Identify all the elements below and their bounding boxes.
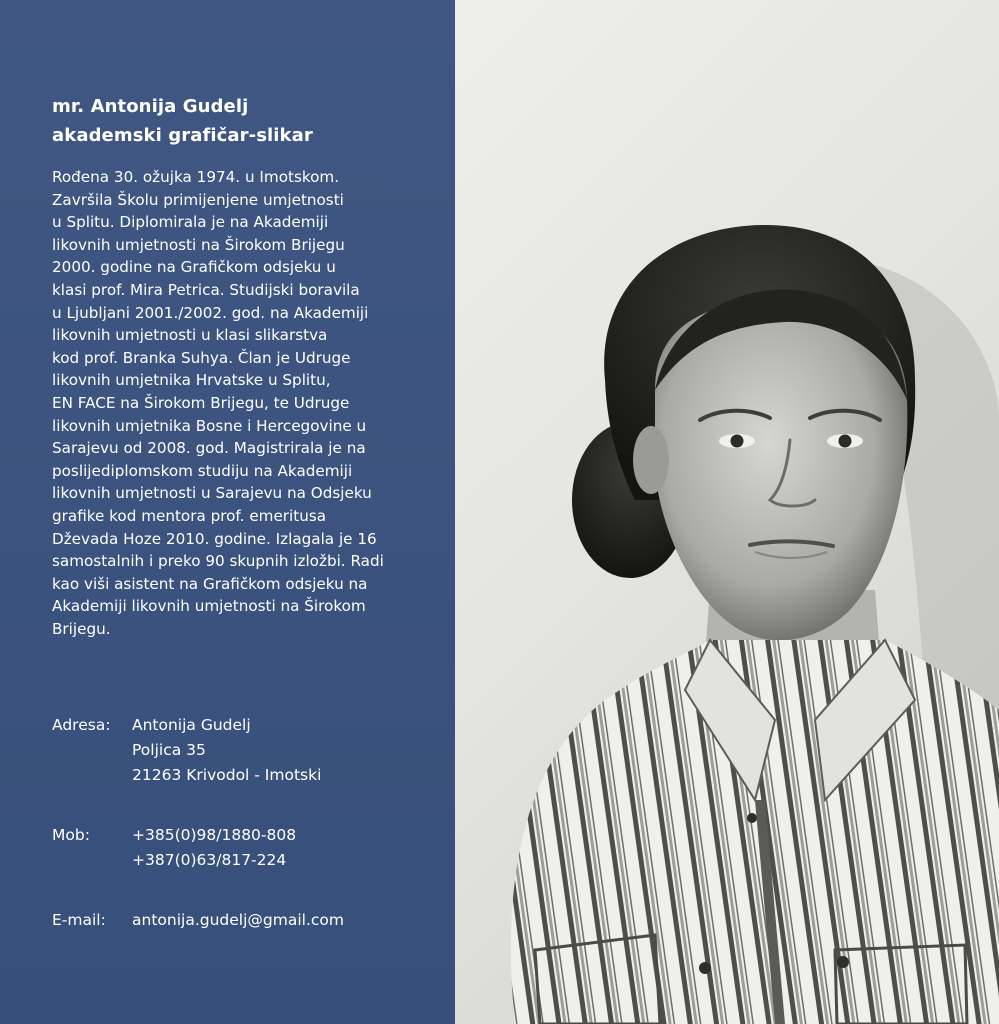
bio-line: likovnih umjetnosti na Širokom Brijegu xyxy=(52,235,345,254)
bio-panel xyxy=(0,0,455,1024)
email-values xyxy=(132,908,344,933)
address-line: 21263 Krivodol - Imotski xyxy=(132,766,322,784)
portrait-panel xyxy=(455,0,999,1024)
bio-line: Dževada Hoze 2010. godine. Izlagala je 16 xyxy=(52,529,377,548)
bio-line: likovnih umjetnosti u Sarajevu na Odsjeku xyxy=(52,484,372,503)
bio-line: Rođena 30. ožujka 1974. u Imotskom. xyxy=(52,168,340,186)
address-line: Antonija Gudelj xyxy=(132,716,251,734)
bio-line: likovnih umjetnika Bosne i Hercegovine u xyxy=(52,416,367,435)
bio-line: EN FACE na Širokom Brijegu, te Udruge xyxy=(52,393,350,412)
bio-line: u Ljubljani 2001./2002. god. na Akademiji xyxy=(52,303,369,322)
artist-name: mr. Antonija Gudelj xyxy=(52,96,249,117)
email-label: E-mail: xyxy=(52,911,106,929)
email-address: antonija.gudelj@gmail.com xyxy=(132,911,344,929)
address-label: Adresa: xyxy=(52,716,111,734)
mobile-label: Mob: xyxy=(52,826,90,844)
address-values xyxy=(132,713,321,788)
bio-line: kao viši asistent na Grafičkom odsjeku na xyxy=(52,574,368,593)
mobile-number: +385(0)98/1880-808 xyxy=(132,826,297,844)
bio-line: poslijediplomskom studiju na Akademiji xyxy=(52,461,353,480)
artist-profession: akademski grafičar-slikar xyxy=(52,125,313,146)
bio-line: Sarajevu od 2008. god. Magistrirala je na xyxy=(52,439,366,458)
biography-text xyxy=(52,166,418,640)
bio-line: Brijegu. xyxy=(52,619,111,638)
mobile-number: +387(0)63/817-224 xyxy=(132,851,287,869)
bio-line: samostalnih i preko 90 skupnih izložbi. Radi xyxy=(52,552,384,571)
artist-title xyxy=(52,92,313,150)
address-line: Poljica 35 xyxy=(132,741,206,759)
bio-line: Akademiji likovnih umjetnosti na Širokom xyxy=(52,597,366,616)
bio-line: u Splitu. Diplomirala je na Akademiji xyxy=(52,213,329,232)
portrait-photo xyxy=(455,0,999,1024)
bio-line: Završila Školu primijenjene umjetnosti xyxy=(52,190,344,209)
bio-line: 2000. godine na Grafičkom odsjeku u xyxy=(52,258,336,277)
bio-line: likovnih umjetnosti u klasi slikarstva xyxy=(52,326,328,345)
bio-line: grafike kod mentora prof. emeritusa xyxy=(52,506,327,525)
bio-line: kod prof. Branka Suhya. Član je Udruge xyxy=(52,348,351,367)
mobile-values xyxy=(132,823,296,873)
bio-line: likovnih umjetnika Hrvatske u Splitu, xyxy=(52,371,331,390)
bio-line: klasi prof. Mira Petrica. Studijski boravila xyxy=(52,280,360,299)
